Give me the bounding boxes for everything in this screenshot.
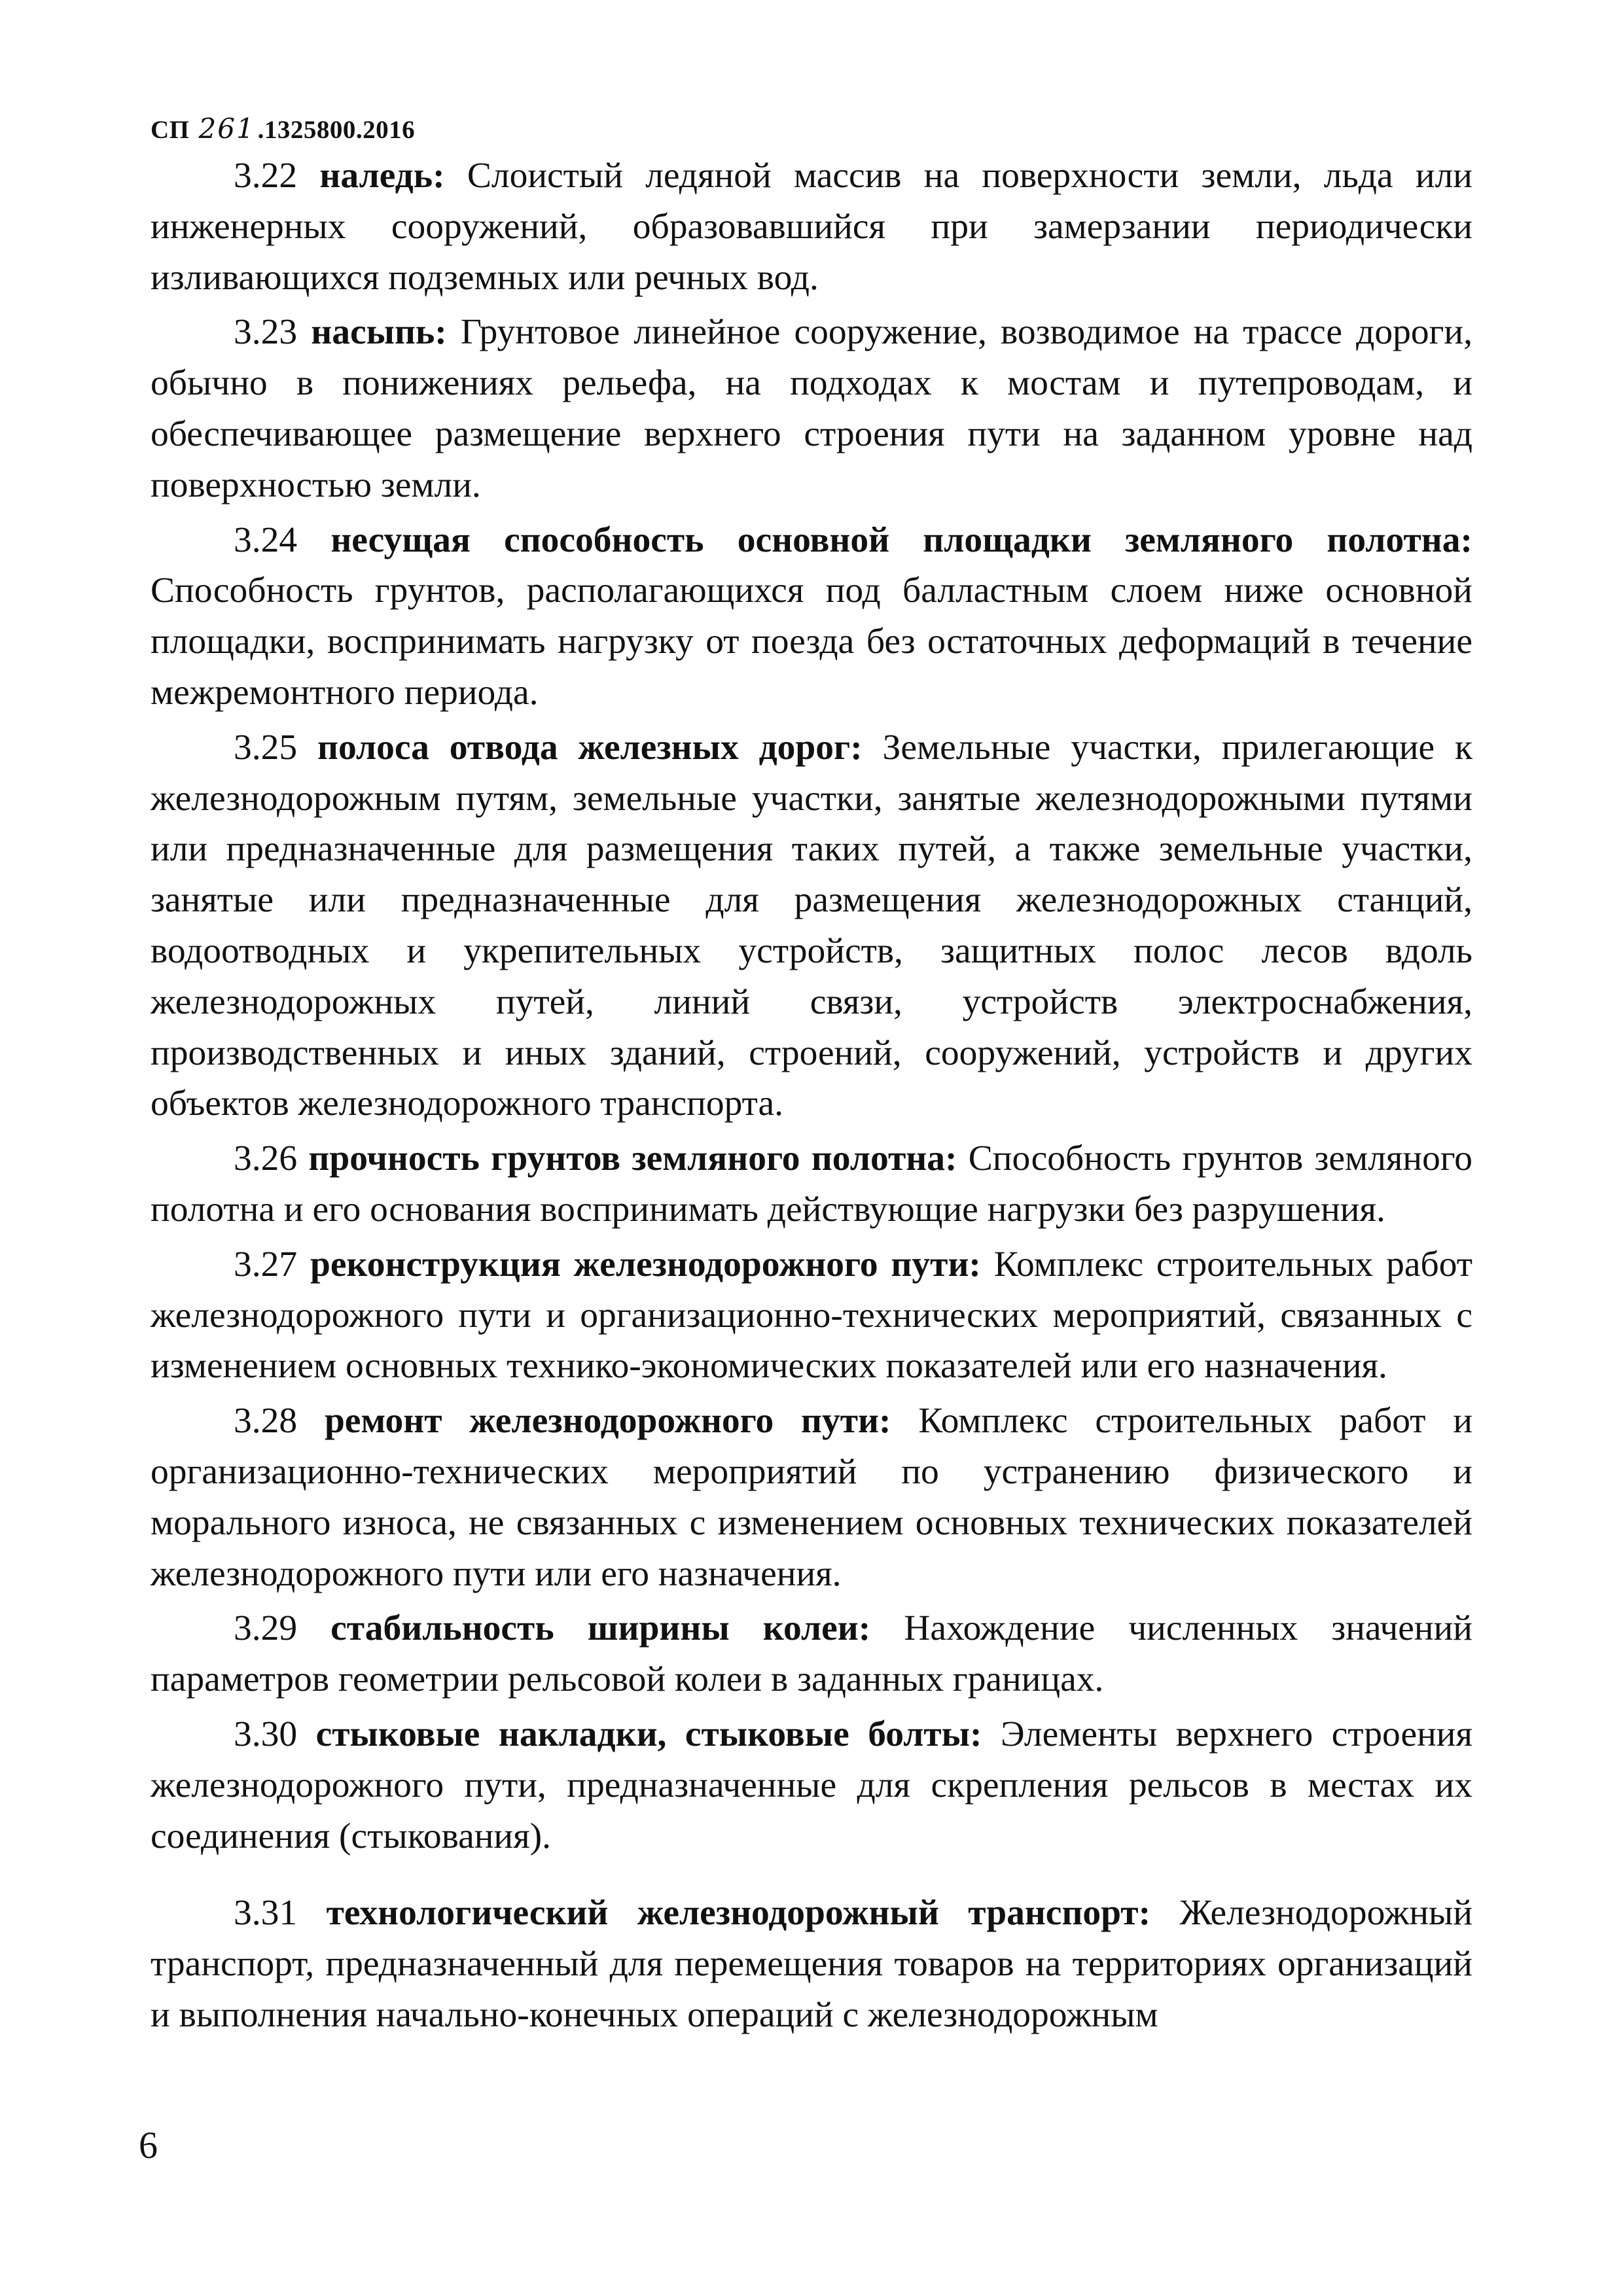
term-3-26 [151, 1133, 1472, 1235]
term-name: прочность грунтов земляного полотна: [308, 1139, 957, 1179]
header-prefix: СП [151, 116, 190, 144]
term-name: реконструкция железнодорожного пути: [310, 1244, 981, 1284]
term-name: технологический железнодорожный транспорт: [326, 1893, 1151, 1934]
term-3-31 [151, 1888, 1472, 2040]
term-number: 3.24 [234, 520, 298, 560]
term-definition: Железнодорожный транспорт, предназначенный для перемещения товаров на территориях организаций и выполнения начально-конечных операций с железнодорожным [151, 1893, 1473, 2035]
term-name: насыпь: [311, 312, 447, 353]
term-number: 3.23 [234, 312, 298, 353]
term-3-24 [151, 515, 1472, 718]
term-number: 3.31 [234, 1893, 298, 1934]
term-name: стыковые накладки, стыковые болты: [315, 1714, 982, 1754]
term-definition: Комплекс строительных работ железнодорожного пути и организационно-технических мероприятий, связанных с изменением основных технико-экономических показателей или его назначения. [151, 1244, 1472, 1386]
term-number: 3.25 [234, 727, 298, 768]
term-number: 3.30 [234, 1714, 298, 1754]
term-definition: Земельные участки, прилегающие к железнодорожным путям, земельные участки, занятые железнодорожными путями или предназначенные для размещения таких путей, а также земельные участки, занятые или предназначенные для размещения железнодорожных станций, водоотводных и укрепительных устройств, защитных полос лесов вдоль железнодорожных путей, линий связи, устройств электроснабжения, производственных и иных зданий, строений, сооружений, устройств и других объектов железнодорожного транспорта. [151, 727, 1472, 1124]
term-number: 3.26 [234, 1139, 298, 1179]
term-number: 3.22 [234, 156, 298, 196]
term-3-27 [151, 1239, 1472, 1392]
term-3-22 [151, 150, 1472, 303]
term-name: несущая способность основной площадки земляного полотна: [330, 520, 1472, 560]
term-definition: Элементы верхнего строения железнодорожного пути, предназначенные для скрепления рельсов в местах их соединения (стыкования). [151, 1714, 1473, 1856]
term-3-25 [151, 722, 1472, 1129]
document-header [151, 113, 415, 145]
term-name: стабильность ширины колеи: [330, 1608, 871, 1649]
handwritten-number: 261 [198, 113, 255, 145]
term-number: 3.27 [234, 1244, 298, 1284]
terms-list [151, 150, 1472, 2045]
term-definition: Комплекс строительных работ и организационно-технических мероприятий по устранению физического и морального износа, не связанных с изменением основных технических показателей железнодорожного пути или его назначения. [151, 1401, 1473, 1594]
term-definition: Способность грунтов, располагающихся под балластным слоем ниже основной площадки, воспринимать нагрузку от поезда без остаточных деформаций в течение межремонтного периода. [151, 571, 1472, 713]
term-3-30 [151, 1709, 1472, 1862]
header-code: .1325800.2016 [257, 116, 416, 144]
term-3-29 [151, 1603, 1472, 1705]
term-name: наледь: [319, 156, 445, 196]
term-definition: Грунтовое линейное сооружение, возводимое на трассе дороги, обычно в понижениях рельефа, на подходах к мостам и путепроводам, и обеспечивающее размещение верхнего строения пути на заданном уровне над поверхностью земли. [151, 312, 1473, 505]
term-definition: Слоистый ледяной массив на поверхности земли, льда или инженерных сооружений, образовавшийся при замерзании периодически изливающихся подземных или речных вод. [151, 156, 1473, 298]
term-name: ремонт железнодорожного пути: [324, 1401, 891, 1441]
term-definition: Способность грунтов земляного полотна и его основания воспринимать действующие нагрузки без разрушения. [151, 1139, 1472, 1229]
term-definition: Нахождение численных значений параметров геометрии рельсовой колеи в заданных границах. [151, 1608, 1472, 1700]
term-number: 3.29 [234, 1608, 298, 1649]
term-3-28 [151, 1396, 1472, 1599]
term-3-23 [151, 307, 1472, 510]
page-number: 6 [139, 2124, 158, 2166]
term-name: полоса отвода железных дорог: [317, 727, 863, 768]
term-number: 3.28 [234, 1401, 298, 1441]
